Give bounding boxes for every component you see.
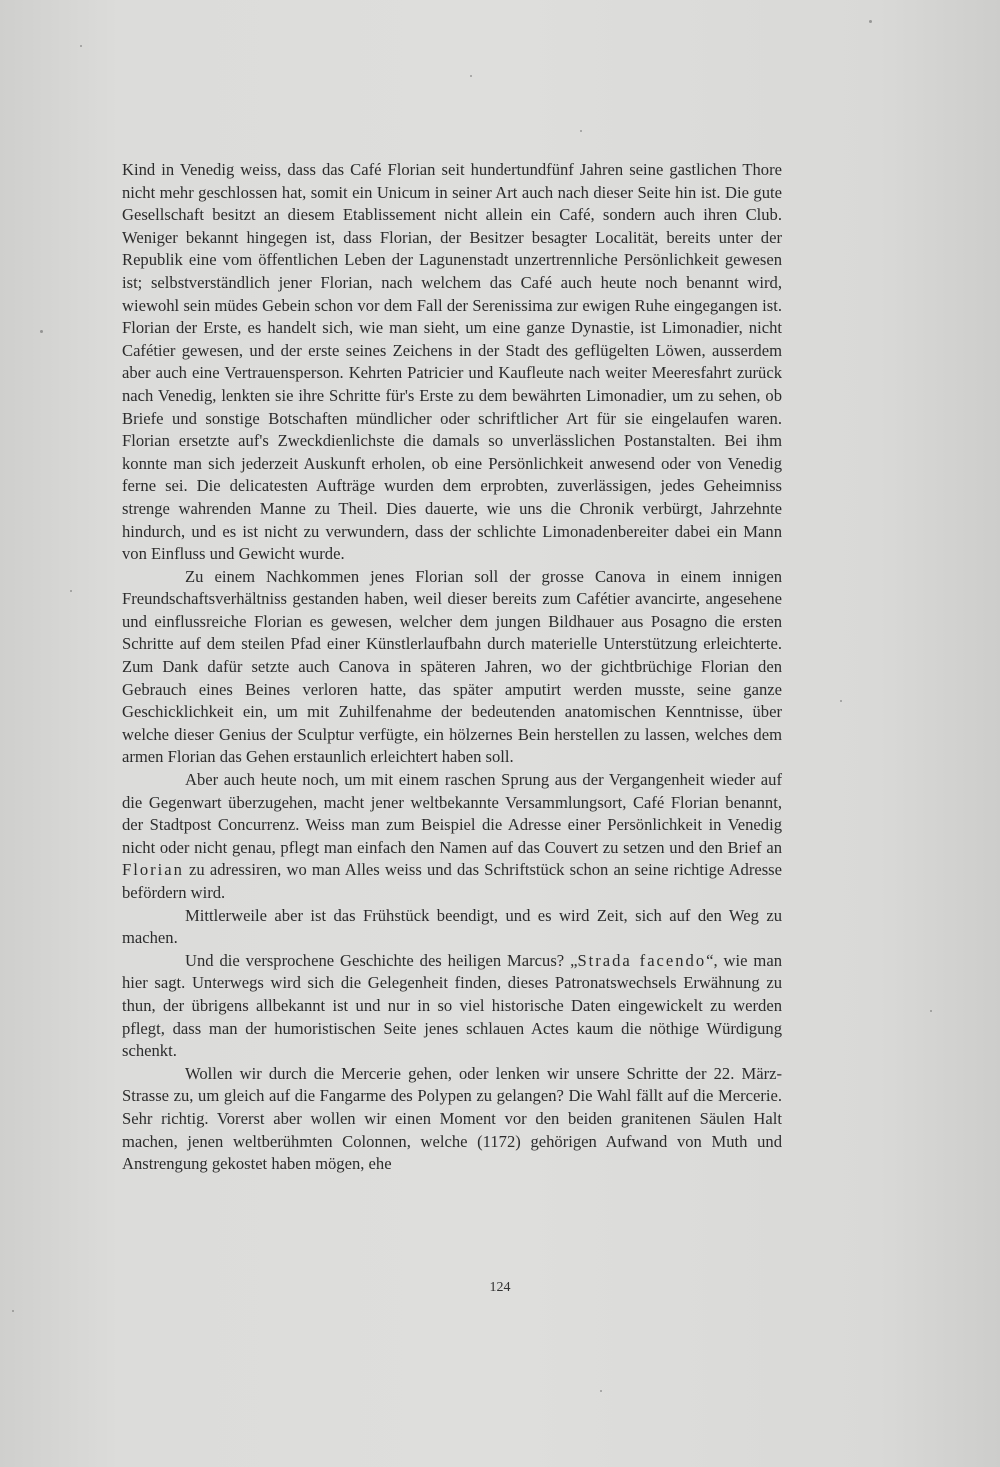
emphasized-text: Strada facendo bbox=[577, 950, 707, 970]
dust-speck bbox=[12, 1310, 14, 1312]
dust-speck bbox=[840, 700, 842, 702]
page-number: 124 bbox=[489, 1280, 511, 1295]
dust-speck bbox=[40, 330, 43, 333]
body-text bbox=[122, 159, 782, 1176]
text-segment: Wollen wir durch die Mercerie gehen, oder lenken wir unsere Schritte der 22. März-Strasse zu, um gleich auf die Fangarme des Polypen zu gelangen? Die Wahl fällt auf die Mercerie. Sehr richtig. Vorerst aber wollen wir einen Moment vor den beiden granitenen Säulen Halt machen, jenen weltberühmten Colonnen, welche (1172) gehörigen Aufwand von Muth und Anstrengung gekostet haben mögen, ehe bbox=[122, 1063, 782, 1174]
paragraph bbox=[122, 1063, 782, 1176]
dust-speck bbox=[80, 45, 82, 47]
dust-speck bbox=[580, 130, 582, 132]
dust-speck bbox=[869, 20, 872, 23]
text-segment: Aber auch heute noch, um mit einem raschen Sprung aus der Vergangenheit wieder auf die Gegenwart überzugehen, macht jener weltbekannte Versammlungsort, Café Florian benannt, der Stadtpost Concurrenz. Weiss man zum Beispiel die Adresse einer Persönlichkeit in Venedig nicht oder nicht genau, pflegt man einfach den Namen auf das Couvert zu setzen und den Brief an bbox=[122, 770, 782, 857]
dust-speck bbox=[930, 1010, 932, 1012]
paragraph bbox=[122, 566, 782, 769]
text-segment: zu adressiren, wo man Alles weiss und das Schriftstück schon an seine richtige Adresse befördern wird. bbox=[122, 860, 782, 902]
text-segment: Und die versprochene Geschichte des heiligen Marcus? „ bbox=[185, 950, 578, 970]
paragraph bbox=[122, 950, 782, 1063]
text-segment: Kind in Venedig weiss, dass das Café Florian seit hundertundfünf Jahren seine gastlichen Thore nicht mehr geschlossen hat, somit ein Unicum in seiner Art auch nach dieser Seite hin ist. Die gute Gesellschaft besitzt an diesem Etablissement nicht allein ein Café, sondern auch ihren Club. Weniger bekannt hingegen ist, dass Florian, der Besitzer besagter Localität, bereits unter der Republik eine vom öffentlichen Leben der Lagunenstadt unzertrennliche Persönlichkeit gewesen ist; selbstverständlich jener Florian, nach welchem das Café auch heute noch benannt wird, wiewohl sein müdes Gebein schon vor dem Fall der Serenissima zur ewigen Ruhe eingegangen ist. Florian der Erste, es handelt sich, wie man sieht, um eine ganze Dynastie, ist Limonadier, nicht Cafétier gewesen, und der erste seines Zeichens in der Stadt des geflügelten Löwen, ausserdem aber auch eine Vertrauensperson. Kehrten Patricier und Kaufleute nach weiter Meeresfahrt zurück nach Venedig, lenkten sie ihre Schritte für's Erste zu dem bewährten Limonadier, um zu sehen, ob Briefe und sonstige Botschaften mündlicher oder schriftlicher Art für sie eingelaufen waren. Florian ersetzte auf's Zweckdienlichste die damals so unverlässlichen Postanstalten. Bei ihm konnte man sich jederzeit Auskunft erholen, ob eine Persönlichkeit anwesend oder von Venedig ferne sei. Die delicatesten Aufträge wurden dem erprobten, zuverlässigen, jedes Geheimniss strenge wahrenden Manne zu Theil. Dies dauerte, wie uns die Chronik verbürgt, Jahrzehnte hindurch, und es ist nicht zu verwundern, dass der schlichte Limonadenbereiter dabei ein Mann von Einfluss und Gewicht wurde. bbox=[122, 160, 782, 564]
dust-speck bbox=[600, 1390, 602, 1392]
emphasized-text: Florian bbox=[122, 860, 184, 880]
text-segment: Mittlerweile aber ist das Frühstück beendigt, und es wird Zeit, sich auf den Weg zu machen. bbox=[122, 905, 782, 948]
dust-speck bbox=[70, 590, 72, 592]
paragraph bbox=[122, 905, 782, 950]
text-segment: “, wie man hier sagt. Unterwegs wird sich die Gelegenheit finden, dieses Patronatswechsels Erwähnung zu thun, der übrigens allbekannt ist und nur in so viel historische Daten eingewickelt zu werden pflegt, dass man der humoristischen Seite jenes schlauen Actes kaum die nöthige Würdigung schenkt. bbox=[122, 950, 782, 1061]
text-segment: Zu einem Nachkommen jenes Florian soll der grosse Canova in einem innigen Freundschaftsverhältniss gestanden haben, weil dieser bereits zum Cafétier avancirte, angesehene und einflussreiche Florian es gewesen, welcher dem jungen Bildhauer aus Posagno die ersten Schritte auf dem steilen Pfad einer Künstlerlaufbahn durch materielle Unterstützung erleichterte. Zum Dank dafür setzte auch Canova in späteren Jahren, wo der gichtbrüchige Florian den Gebrauch eines Beines verloren hatte, das später amputirt werden musste, seine ganze Geschicklichkeit ein, um mit Zuhilfenahme der bedeutenden anatomischen Kenntnisse, über welche dieser Genius der Sculptur verfügte, ein hölzernes Bein herstellen zu lassen, welches dem armen Florian das Gehen erstaunlich erleichtert haben soll. bbox=[122, 566, 782, 767]
paragraph bbox=[122, 769, 782, 905]
dust-speck bbox=[470, 75, 472, 77]
paragraph bbox=[122, 159, 782, 566]
